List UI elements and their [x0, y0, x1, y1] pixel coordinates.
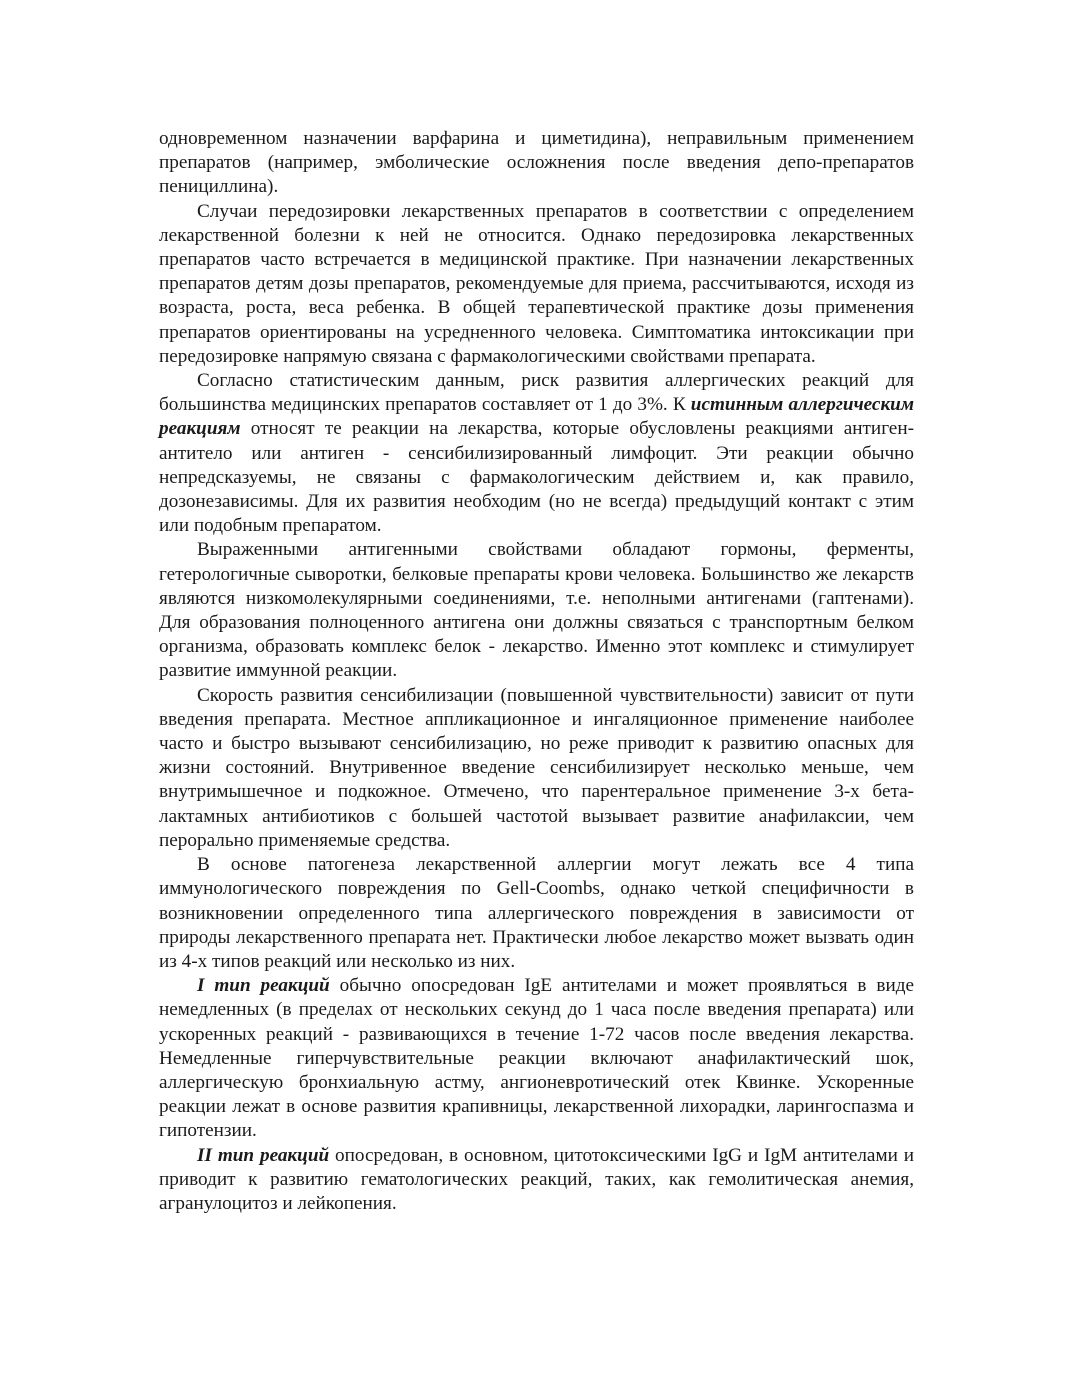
emphasis-term: II тип реакций [197, 1144, 330, 1166]
paragraph-text: Согласно статистическим данным, риск развития аллергических реакций для большинства медицинских препаратов составляет от 1 до 3%. К [159, 370, 914, 416]
paragraph-text: В основе патогенеза лекарственной аллергии могут лежать все 4 типа иммунологического повреждения по Gell-Coombs, однако четкой специфичности в возникновении определенного типа аллергического повреждения в зависимости от природы лекарственного препарата нет. Практически любое лекарство может вызвать один из 4-х типов реакций или несколько из них. [159, 854, 914, 972]
paragraph-text: опосредован, в основном, цитотоксическими IgG и IgM антителами и приводит к развитию гематологических реакций, таких, как гемолитическая анемия, агранулоцитоз и лейкопения. [159, 1144, 915, 1214]
emphasis-term: I тип реакций [197, 975, 330, 997]
paragraph [159, 974, 914, 1143]
paragraph [159, 369, 914, 538]
paragraph-text: Выраженными антигенными свойствами обладают гормоны, ферменты, гетерологичные сыворотки, белковые препараты крови человека. Большинство же лекарств являются низкомолекулярными соединениями, т.е. неполными антигенами (гаптенами). Для образования полноценного антигена они должны связаться с транспортным белком организма, образовать комплекс белок - лекарство. Именно этот комплекс и стимулирует развитие иммунной реакции. [159, 539, 914, 682]
emphasis-term: истинным аллергическим реакциям [159, 394, 914, 440]
paragraph [159, 200, 914, 369]
paragraph [159, 684, 914, 853]
paragraph-text: одновременном назначении варфарина и циметидина), неправильным применением препаратов (например, эмболические осложнения после введения депо-препаратов пенициллина). [159, 128, 914, 198]
paragraph-text: Случаи передозировки лекарственных препаратов в соответствии с определением лекарственной болезни к ней не относится. Однако передозировка лекарственных препаратов часто встречается в медицинской практике. При назначении лекарственных препаратов детям дозы препаратов, рекомендуемые для приема, рассчитываются, исходя из возраста, роста, веса ребенка. В общей терапевтической практике дозы применения препаратов ориентированы на усредненного человека. Симптоматика интоксикации при передозировке напрямую связана с фармакологическими свойствами препарата. [159, 200, 914, 367]
paragraph-text: обычно опосредован IgE антителами и может проявляться в виде немедленных (в пределах от нескольких секунд до 1 часа после введения препарата) или ускоренных реакций - развивающихся в течение 1-72 часов после введения лекарства. Немедленные гиперчувствительные реакции включают анафилактический шок, аллергическую бронхиальную астму, ангионевротический отек Квинке. Ускоренные реакции лежат в основе развития крапивницы, лекарственной лихорадки, ларингоспазма и гипотензии. [159, 975, 914, 1142]
paragraph [159, 853, 914, 974]
paragraph [159, 127, 914, 200]
document-page [159, 127, 914, 1216]
paragraph [159, 1144, 914, 1217]
paragraph [159, 538, 914, 683]
paragraph-text: относят те реакции на лекарства, которые обусловлены реакциями антиген-антитело или антиген - сенсибилизированный лимфоцит. Эти реакции обычно непредсказуемы, не связаны с фармакологическим действием и, как правило, дозонезависимы. Для их развития необходим (но не всегда) предыдущий контакт с этим или подобным препаратом. [159, 418, 914, 537]
paragraph-text: Скорость развития сенсибилизации (повышенной чувствительности) зависит от пути введения препарата. Местное аппликационное и ингаляционное применение наиболее часто и быстро вызывают сенсибилизацию, но реже приводит к развитию опасных для жизни состояний. Внутривенное введение сенсибилизирует несколько меньше, чем внутримышечное и подкожное. Отмечено, что парентеральное применение 3-х бета-лактамных антибиотиков с большей частотой вызывает развитие анафилаксии, чем перорально применяемые средства. [159, 684, 914, 851]
